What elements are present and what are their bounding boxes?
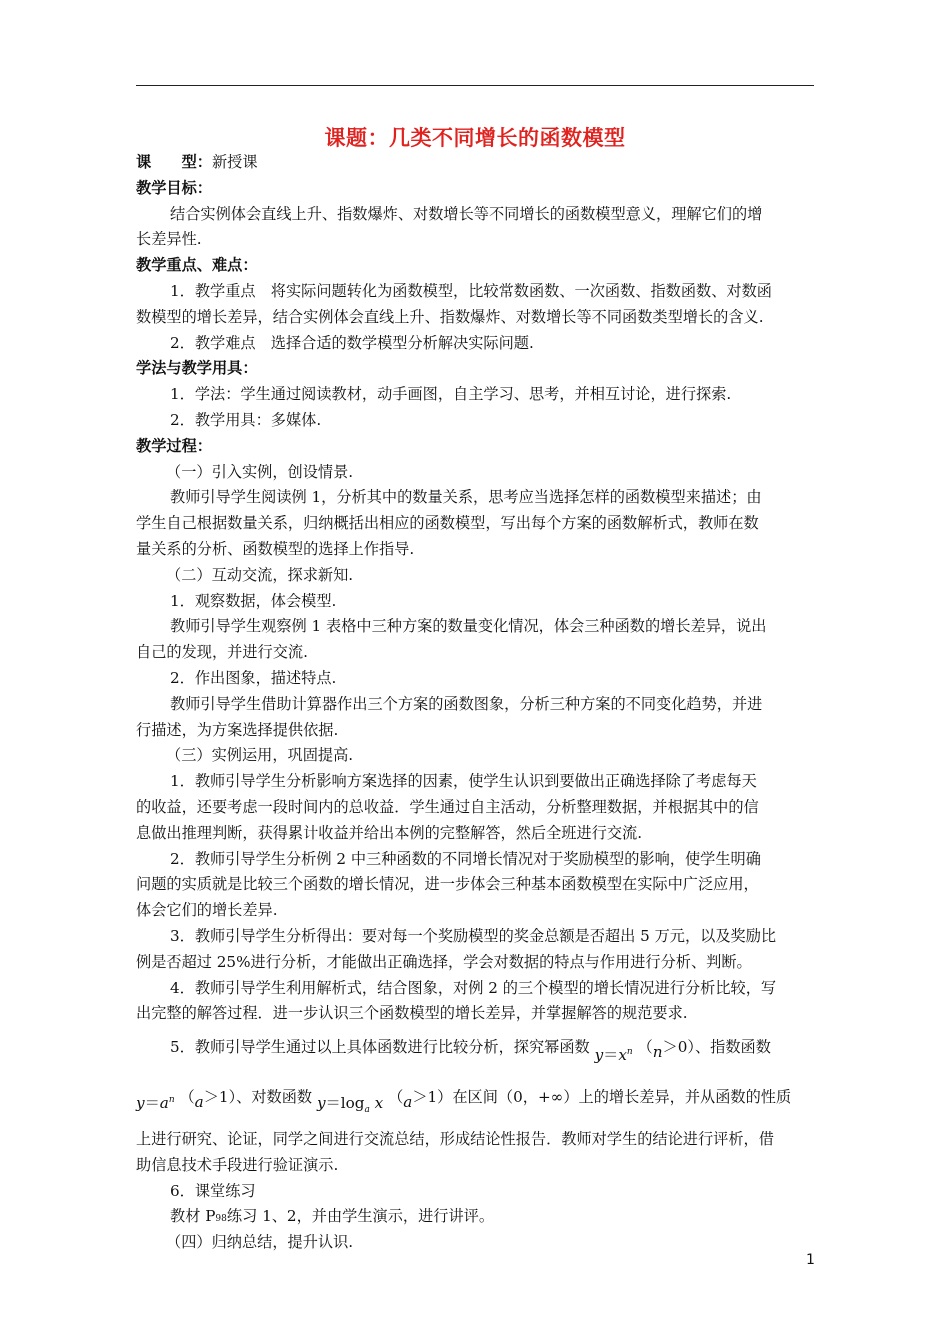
lesson-type-label: 课 型： [136,153,212,171]
section-3-p4-1: 4．教师引导学生利用解析式，结合图象，对例 2 的三个模型的增长情况进行分析比较，写 [170,978,777,997]
exp-function-formula [136,1094,179,1112]
section-3-p5-1 [136,1027,814,1067]
section-3-p6: 6．课堂练习 [170,1181,256,1200]
section-3-p1-1: 1．教师引导学生分析影响方案选择的因素，使学生认识到要做出正确选择除了考虑每天 [170,772,757,791]
section-3-p2-2: 问题的实质就是比较三个函数的增长情况，进一步体会三种基本函数模型在实际中广泛应用， [136,875,759,894]
section-1-title: （一）引入实例，创设情景. [166,462,354,481]
section-2-item-1-text-2: 自己的发现，并进行交流. [136,643,308,662]
section-2-item-2-text-1: 教师引导学生借助计算器作出三个方案的函数图象，分析三种方案的不同变化趋势，并进 [170,694,763,713]
section-3-p5-4: 助信息技术手段进行验证演示. [136,1155,339,1174]
condition-var: a [403,1093,413,1112]
section-3-p5-2 [136,1067,814,1121]
objectives-text-2: 长差异性. [136,230,202,249]
section-3-title: （三）实例运用，巩固提高. [166,746,354,765]
section-2-item-2: 2．作出图象，描述特点. [170,668,337,687]
section-4-title: （四）归纳总结，提升认识. [166,1233,354,1252]
section-3-p2-1: 2．教师引导学生分析例 2 中三种函数的不同增长情况对于奖励模型的影响，使学生明确 [170,849,761,868]
formula-x: x [618,1046,627,1065]
formula-a: a [159,1094,169,1113]
section-2-item-1-text-1: 教师引导学生观察例 1 表格中三种方案的数量变化情况，体会三种函数的增长差异，说出 [170,617,767,636]
section-2-item-2-text-2: 行描述，为方案选择提供依据. [136,720,339,739]
formula-y: y [316,1094,326,1113]
formula-eq: ＝ [325,1094,341,1113]
exercise-text-a: 教材 P [170,1207,216,1226]
methods-heading: 学法与教学用具： [136,359,258,378]
formula-base: a [364,1105,370,1116]
section-3-p3-1: 3．教师引导学生分析得出：要对每一个奖励模型的奖金总额是否超出 5 万元，以及奖励比 [170,926,777,945]
formula-log: log [340,1094,365,1113]
section-3-p1-3: 息做出推理判断，获得累计收益并给出本例的完整解答，然后全班进行交流. [136,823,643,842]
objectives-text-1: 结合实例体会直线上升、指数爆炸、对数增长等不同增长的函数模型意义，理解它们的增 [170,204,763,223]
process-heading: 教学过程： [136,436,212,455]
section-1-text-1: 教师引导学生阅读例 1，分析其中的数量关系，思考应当选择怎样的函数模型来描述；由 [170,488,762,507]
lesson-type-value: 新授课 [211,153,258,171]
header-rule [136,85,814,86]
methods-p2: 2．教学用具：多媒体. [170,410,322,429]
key-points-p1-2: 数模型的增长差异，结合实例体会直线上升、指数爆炸、对数增长等不同函数类型增长的含义. [136,307,764,326]
objectives-heading: 教学目标： [136,178,212,197]
key-points-p2: 2．教学难点 选择合适的数学模型分析解决实际问题. [170,333,534,352]
section-3-p4-2: 出完整的解答过程．进一步认识三个函数模型的增长差异，并掌握解答的规范要求. [136,1004,688,1023]
formula-exponent: n [168,1095,175,1106]
exercise-page-sub: 98 [215,1214,227,1225]
document-body [136,150,814,1256]
formula-exponent: n [626,1047,633,1058]
section-3-p5-text-e: ＞1）、对数函数 [203,1088,313,1107]
paren-open: （ [637,1038,653,1057]
formula-y: y [594,1046,604,1065]
section-3-p6-text [136,1204,814,1230]
power-function-formula [595,1046,638,1064]
paren-open: （ [388,1088,404,1107]
key-points-heading: 教学重点、难点： [136,256,258,275]
lesson-type-line [136,150,814,176]
formula-x: x [374,1094,384,1113]
key-points-p1-1: 1．教学重点 将实际问题转化为函数模型，比较常数函数、一次函数、指数函数、对数函 [170,281,772,300]
section-3-p5-text-g: ＞1）在区间（0，+∞）上的增长差异，并从函数的性质 [412,1088,792,1107]
exercise-text-b: 练习 1、2，并由学生演示，进行讲评。 [226,1207,495,1226]
section-2-title: （二）互动交流，探求新知. [166,565,354,584]
methods-p1: 1．学法：学生通过阅读教材，动手画图，自主学习、思考，并相互讨论，进行探索. [170,385,732,404]
formula-eq: ＝ [603,1046,619,1065]
section-3-p2-3: 体会它们的增长差异. [136,901,278,920]
page-title: 课题：几类不同增长的函数模型 [324,126,626,150]
section-3-p1-2: 的收益，还要考虑一段时间内的总收益．学生通过自主活动，分析整理数据，并根据其中的信 [136,797,759,816]
log-function-formula [312,1094,388,1116]
page-number: 1 [806,1252,815,1268]
condition-var: n [652,1043,663,1062]
paren-open: （ [179,1088,195,1107]
section-3-p5-text-c: ＞0）、指数函数 [662,1038,771,1057]
section-3-p5-3: 上进行研究、论证，同学之间进行交流总结，形成结论性报告．教师对学生的结论进行评析，借 [136,1130,774,1149]
section-3-p3-2: 例是否超过 25%进行分析，才能做出正确选择，学会对数据的特点与作用进行分析、判断。 [136,952,752,971]
formula-y: y [136,1094,145,1113]
section-1-text-3: 量关系的分析、函数模型的选择上作指导. [136,539,415,558]
section-1-text-2: 学生自己根据数量关系，归纳概括出相应的函数模型，写出每个方案的函数解析式，教师在数 [136,514,759,533]
formula-eq: ＝ [144,1094,160,1113]
section-2-item-1: 1．观察数据，体会模型. [170,591,337,610]
condition-var: a [194,1093,204,1112]
section-3-p5-text-a: 5．教师引导学生通过以上具体函数进行比较分析，探究幂函数 [170,1038,590,1057]
